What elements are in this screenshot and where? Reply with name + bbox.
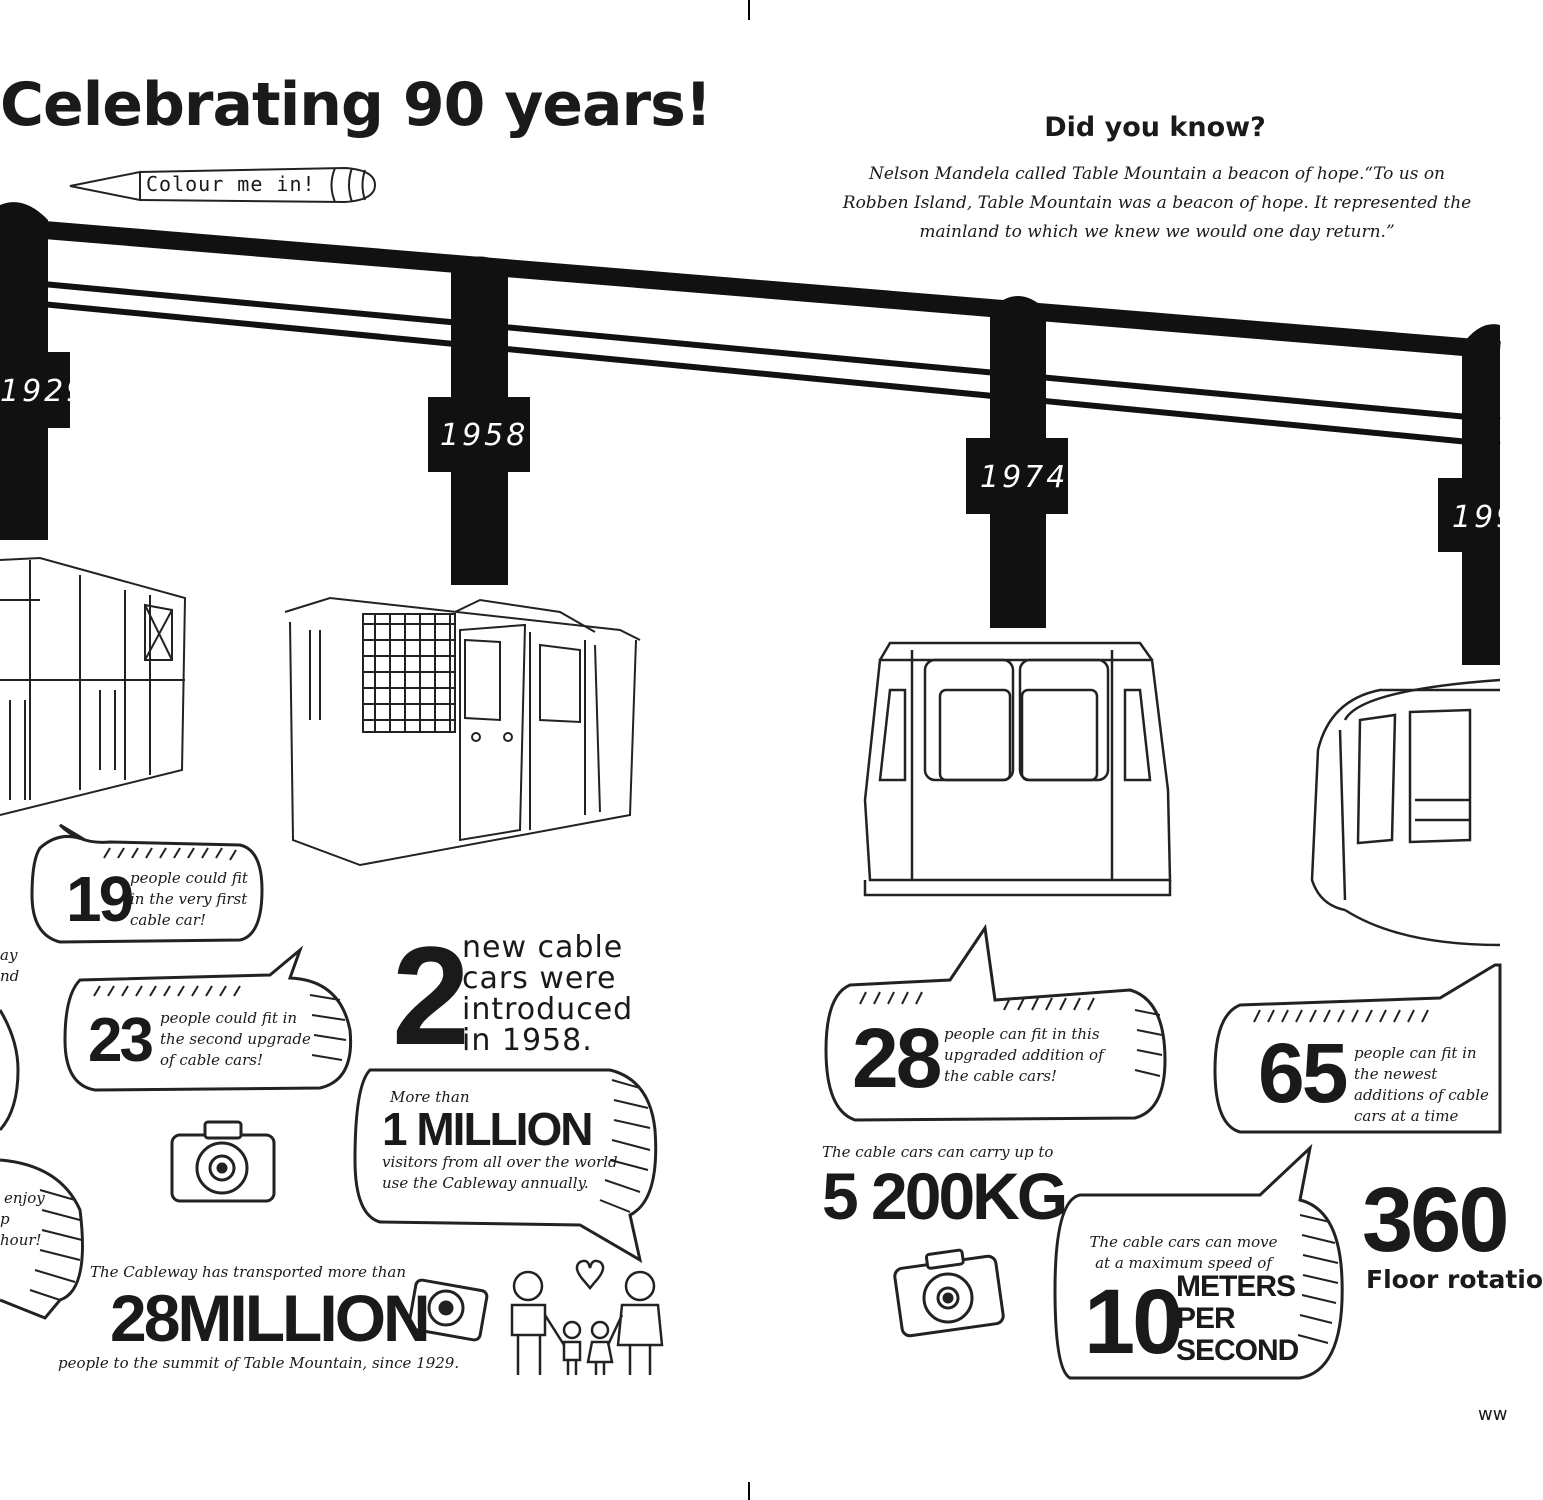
camera-icon [894,1250,1004,1337]
fact-65-text: people can fit in the newest additions of cable cars at a time [1354,1044,1489,1125]
fact-10-unit-1: METERS [1176,1270,1296,1303]
pencil-label: Colour me in! [146,172,316,196]
left-fragment: nd [0,967,20,985]
fact-2-text: new cable cars were introduced in 1958. [462,930,634,1058]
fact-10-number: 10 [1084,1271,1181,1373]
fact-28m-text: people to the summit of Table Mountain, since 1929. [58,1354,460,1372]
year-label-1974: 1974 [980,460,1069,495]
fact-1m-text: visitors from all over the world use the Cableway annually. [382,1153,618,1192]
left-fragment: ay [0,946,18,964]
fact-5200-number: 5 200KG [822,1159,1066,1233]
did-you-know-heading: Did you know? [1044,112,1266,143]
pylons [0,202,1500,665]
left-fragment: p [0,1210,10,1228]
cable-car-1974 [865,643,1170,895]
fact-2-number: 2 [392,917,470,1074]
fact-10-prefix: The cable cars can move at a maximum speed of [1089,1233,1278,1272]
year-label-1958: 1958 [440,418,529,453]
fact-1m-number: 1 MILLION [382,1103,592,1155]
fact-28m-number: 28MILLION [110,1281,428,1355]
cable-car-1958 [285,598,640,865]
fact-19-text: people could fit in the very first cable car! [130,869,248,929]
family-icon [512,1261,662,1375]
fact-360-number: 360 [1362,1169,1507,1271]
fact-360-text: Floor rotatio [1366,1265,1543,1294]
fact-1m-prefix: More than [390,1088,470,1106]
page-title: Celebrating 90 years! [0,70,712,140]
year-label-1929: 1929 [0,374,89,409]
fact-19-number: 19 [66,863,132,935]
cables [0,228,1500,445]
fact-28-number: 28 [852,1011,940,1105]
footer-url-fragment: ww [1478,1404,1508,1425]
year-label-199x: 199 [1452,500,1519,535]
did-you-know-quote: Nelson Mandela called Table Mountain a beacon of hope.“To us on Robben Island, Table Mountain was a beacon of hope. It represented the mainland to which we knew we would one day return.” [842,164,1472,242]
camera-icon [172,1122,274,1201]
cable-car-1990s [1312,680,1500,945]
fact-23-text: people could fit in the second upgrade of cable cars! [160,1009,311,1069]
fact-23-number: 23 [88,1006,151,1075]
fact-5200-prefix: The cable cars can carry up to [822,1143,1054,1161]
fact-28m-prefix: The Cableway has transported more than [90,1263,407,1281]
fact-10-unit-3: SECOND [1176,1334,1299,1367]
left-fragment: enjoy [4,1189,45,1207]
left-fragment: hour! [0,1231,42,1249]
fact-10-unit-2: PER [1176,1302,1235,1335]
fact-28-text: people can fit in this upgraded addition of the cable cars! [944,1025,1104,1085]
fact-65-number: 65 [1258,1026,1346,1120]
cable-car-1929 [0,558,185,815]
